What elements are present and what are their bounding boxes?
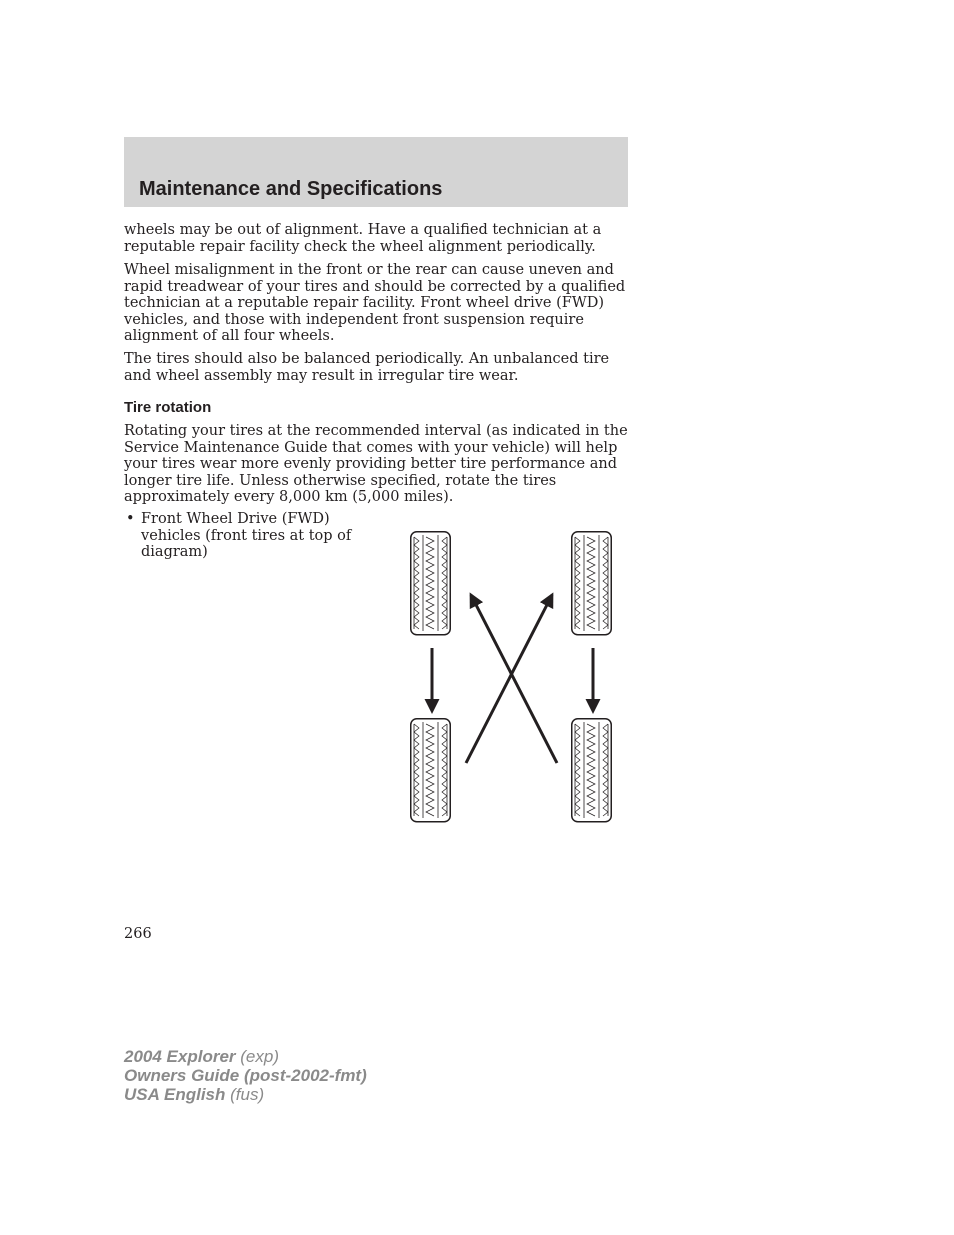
- footer-language-code: (fus): [230, 1085, 265, 1104]
- bullet-icon: •: [126, 511, 135, 527]
- paragraph-balancing: The tires should also be balanced periodically. An unbalanced tire and wheel assembly may result in irregular tire wear.: [124, 351, 610, 384]
- footer-guide: Owners Guide (post-2002-fmt): [124, 1066, 367, 1085]
- footer-model: 2004 Explorer: [124, 1047, 236, 1066]
- tire-rotation-diagram: [400, 525, 625, 830]
- footer-model-code: (exp): [240, 1047, 279, 1066]
- footer-line-2: [124, 1066, 367, 1085]
- page-number: 266: [124, 926, 152, 942]
- bullet-fwd-text: Front Wheel Drive (FWD) vehicles (front tires at top of diagram): [141, 511, 352, 561]
- footer-line-3: [124, 1085, 367, 1104]
- paragraph-alignment-intro: wheels may be out of alignment. Have a qualified technician at a reputable repair facility check the wheel alignment periodically.: [124, 222, 602, 255]
- bullet-fwd: [124, 511, 364, 561]
- footer-language: USA English: [124, 1085, 226, 1104]
- section-header-band: [124, 137, 628, 207]
- tire-rear-right-icon: [572, 719, 612, 822]
- arrow-rear-left-to-front-right-icon: [466, 595, 552, 763]
- paragraph-misalignment: Wheel misalignment in the front or the rear can cause uneven and rapid treadwear of your tires and should be corrected by a qualified technician at a reputable repair facility. Front wheel drive (FWD) vehicles, and those with independent front suspension require alignment of all four wheels.: [124, 262, 626, 345]
- tire-rear-left-icon: [411, 719, 451, 822]
- paragraph-tire-rotation: Rotating your tires at the recommended interval (as indicated in the Service Maintenance Guide that comes with your vehicle) will help your tires wear more evenly providing better tire performance and longer tire life. Unless otherwise specified, rotate the tires approximately every 8,000 km (5,000 miles).: [124, 423, 628, 506]
- section-title: Maintenance and Specifications: [139, 178, 443, 200]
- tire-front-left-icon: [411, 532, 451, 635]
- document-footer: [124, 1047, 367, 1104]
- tire-rotation-heading: Tire rotation: [124, 399, 212, 416]
- arrow-rear-right-to-front-left-icon: [471, 595, 557, 763]
- tire-front-right-icon: [572, 532, 612, 635]
- footer-line-1: [124, 1047, 367, 1066]
